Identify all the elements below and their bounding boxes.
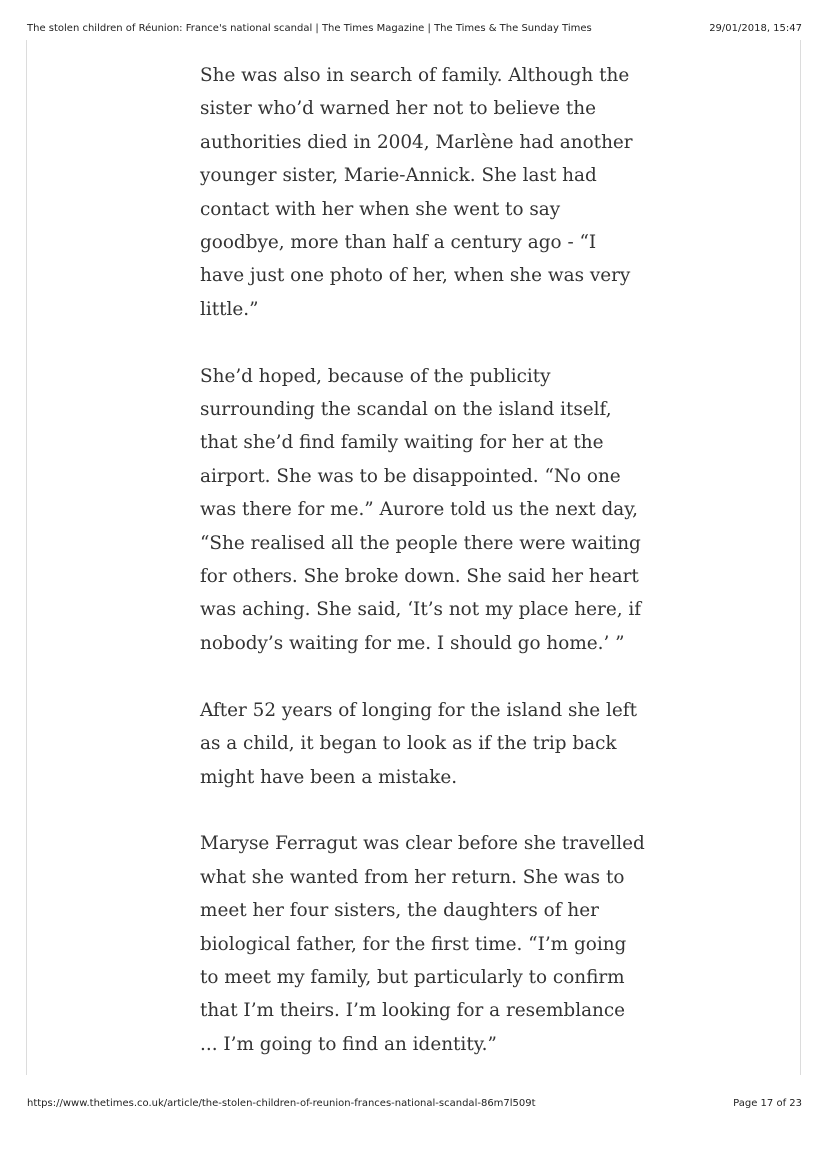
text-line: for others. She broke down. She said her heart: [200, 566, 639, 588]
text-line: as a child, it began to look as if the trip back: [200, 733, 617, 755]
text-line: nobody’s waiting for me. I should go home.’ ”: [200, 632, 625, 654]
text-line: ... I’m going to find an identity.”: [200, 1033, 497, 1055]
text-line: Maryse Ferragut was clear before she travelled: [200, 833, 645, 855]
text-line: airport. She was to be disappointed. “No one: [200, 465, 621, 487]
text-line: younger sister, Marie-Annick. She last had: [200, 165, 597, 187]
text-line: might have been a mistake.: [200, 766, 458, 788]
text-line: sister who’d warned her not to believe the: [200, 98, 597, 120]
print-datetime: 29/01/2018, 15:47: [709, 23, 802, 34]
page-frame-left-border: [26, 40, 27, 1075]
text-line: “She realised all the people there were waiting: [200, 532, 641, 554]
article-body: [200, 59, 645, 1061]
text-line: surrounding the scandal on the island itself,: [200, 399, 612, 421]
paragraph: [200, 827, 645, 1061]
paragraph: [200, 360, 640, 661]
page-url: https://www.thetimes.co.uk/article/the-stolen-children-of-reunion-frances-national-scandal-86m7l509t: [27, 1098, 536, 1109]
text-line: contact with her when she went to say: [200, 198, 561, 220]
page-title: The stolen children of Réunion: France's national scandal | The Times Magazine | The Times & The Sunday Times: [27, 23, 592, 34]
text-line: have just one photo of her, when she was very: [200, 265, 631, 287]
page-number: Page 17 of 23: [733, 1098, 802, 1109]
text-line: biological father, for the first time. “I’m going: [200, 933, 627, 955]
text-line: that I’m theirs. I’m looking for a resemblance: [200, 1000, 626, 1022]
text-line: to meet my family, but particularly to confirm: [200, 966, 625, 988]
text-line: was aching. She said, ‘It’s not my place here, if: [200, 599, 642, 621]
page-frame-right-border: [800, 40, 801, 1075]
paragraph: [200, 694, 640, 794]
text-line: little.”: [200, 298, 259, 320]
print-footer: [27, 1098, 802, 1109]
paragraph: [200, 59, 640, 326]
text-line: She was also in search of family. Although the: [200, 65, 630, 86]
text-line: that she’d find family waiting for her at the: [200, 432, 604, 454]
text-line: what she wanted from her return. She was to: [200, 866, 625, 888]
text-line: was there for me.” Aurore told us the next day,: [200, 499, 638, 521]
text-line: meet her four sisters, the daughters of her: [200, 900, 599, 922]
text-line: authorities died in 2004, Marlène had another: [200, 131, 633, 153]
text-line: goodbye, more than half a century ago - “I: [200, 232, 597, 254]
text-line: She’d hoped, because of the publicity: [200, 365, 551, 387]
text-line: After 52 years of longing for the island she left: [200, 699, 637, 721]
print-header: [27, 23, 802, 34]
